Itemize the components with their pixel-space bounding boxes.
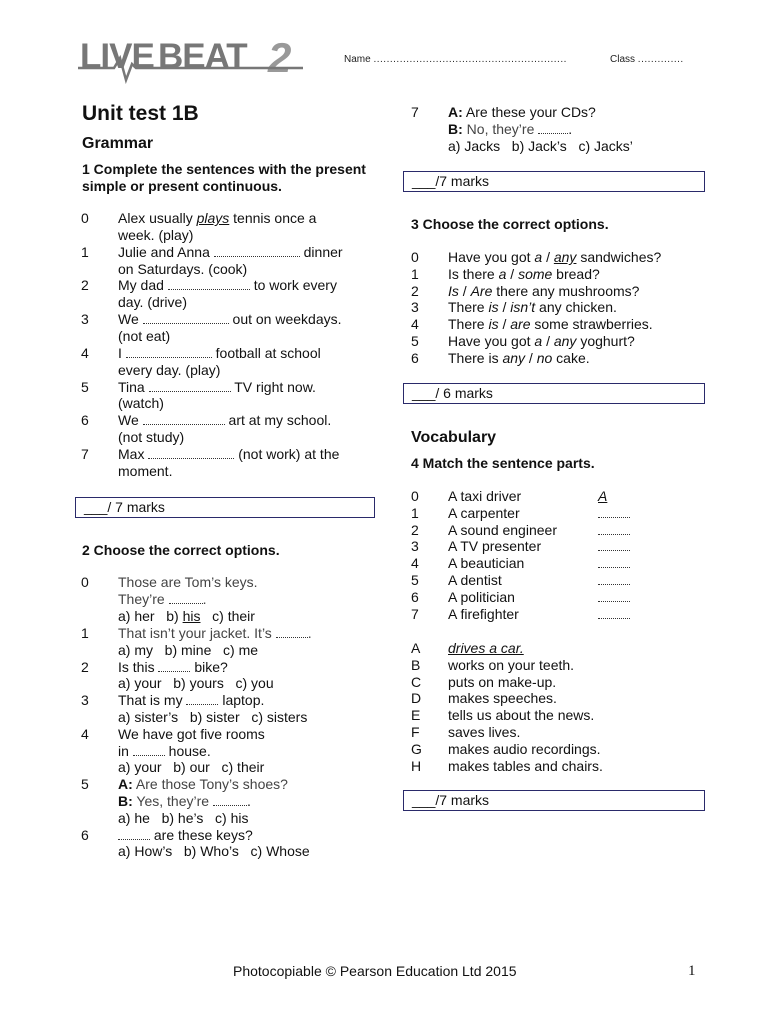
name-field[interactable]: Name ........................................................... [344, 54, 567, 65]
option-b[interactable]: some [518, 265, 553, 282]
option-b[interactable]: any [553, 249, 577, 265]
live-beat-2-logo [78, 34, 303, 84]
item-number: B [411, 656, 421, 673]
list-item [81, 395, 381, 412]
option[interactable]: b) sister [189, 709, 240, 725]
list-item [411, 138, 711, 155]
match-answer [598, 488, 607, 505]
item-number: 4 [81, 725, 89, 742]
option[interactable]: b) his [166, 607, 201, 624]
item-text: Is there a / some bread? [448, 265, 600, 282]
item-number: 3 [411, 299, 419, 316]
answer-gap[interactable] [143, 412, 225, 425]
answer-gap[interactable] [118, 827, 150, 840]
option[interactable]: a) her [118, 607, 155, 624]
option-b[interactable]: isn’t [510, 299, 536, 316]
item-text [118, 843, 310, 860]
item-text [118, 709, 307, 726]
item-text: A politician [448, 588, 515, 605]
item-number: 0 [411, 488, 419, 504]
list-item [411, 121, 711, 138]
item-number: 0 [81, 210, 89, 226]
answer-gap[interactable] [598, 506, 630, 518]
option-a[interactable]: a [534, 333, 543, 349]
list-item [81, 793, 381, 810]
ex2-list [81, 574, 381, 864]
list-item [411, 505, 711, 522]
item-text [118, 759, 264, 776]
answer-gap[interactable] [598, 539, 630, 551]
item-text: works on your teeth. [448, 656, 575, 673]
item-text: We art at my school. [118, 412, 332, 429]
item-text [118, 776, 288, 793]
item-text: That isn’t your jacket. It’s . [118, 625, 312, 641]
answer-gap[interactable] [148, 446, 234, 459]
ex3-instruction: 3 Choose the correct options. [411, 216, 609, 232]
list-item [81, 227, 381, 244]
item-text: A firefighter [448, 605, 519, 622]
item-number: 1 [411, 504, 419, 521]
item-text: Max (not work) at the [118, 445, 340, 462]
item-number: 0 [81, 574, 89, 590]
option[interactable]: c) their [221, 759, 265, 776]
svg-text:LIVE: LIVE [80, 37, 154, 76]
list-item [411, 555, 711, 572]
list-item [81, 692, 381, 709]
item-text: week. (play) [118, 226, 194, 243]
list-item [411, 674, 711, 691]
item-text: Tina TV right now. [118, 378, 316, 395]
list-item [81, 843, 381, 860]
option[interactable]: b) he’s [161, 809, 204, 826]
list-item [81, 827, 381, 844]
item-text: Have you got a / any sandwiches? [448, 249, 662, 265]
option[interactable]: c) Whose [250, 843, 310, 860]
item-number: 4 [411, 316, 419, 333]
option[interactable]: b) Who’s [183, 843, 239, 860]
item-text: A beautician [448, 555, 525, 572]
item-text: There is any / no cake. [448, 349, 590, 366]
option[interactable]: c) me [223, 641, 259, 658]
class-field[interactable]: Class .............. [610, 54, 684, 65]
item-number: 6 [81, 412, 89, 429]
list-item [81, 379, 381, 396]
list-item [81, 261, 381, 278]
list-item [81, 328, 381, 345]
answer-gap[interactable] [598, 556, 630, 568]
option-a[interactable]: is [488, 299, 499, 316]
item-text: I football at school [118, 344, 321, 361]
item-text: That is my laptop. [118, 692, 265, 709]
item-number: 2 [411, 521, 419, 538]
item-text: are these keys? [118, 827, 253, 844]
item-number: G [411, 740, 422, 757]
list-item [81, 362, 381, 379]
option[interactable]: b) yours [173, 675, 224, 692]
option-b[interactable]: no [536, 349, 553, 366]
list-item [411, 299, 711, 316]
option-b[interactable]: Are [470, 282, 493, 299]
speaker-b-line: No, they’re [462, 120, 539, 137]
item-number: 6 [411, 588, 419, 605]
option-a[interactable]: a [498, 265, 507, 282]
list-item [411, 707, 711, 724]
ex3-list [411, 249, 711, 369]
list-item [81, 277, 381, 294]
item-text: day. (drive) [118, 294, 187, 311]
option[interactable]: a) sister’s [118, 709, 179, 725]
match-answer[interactable] [598, 538, 630, 555]
example-answer: plays [196, 210, 230, 226]
answer-gap[interactable] [213, 793, 247, 806]
option[interactable]: a) How’s [118, 843, 173, 860]
item-number: 6 [411, 349, 419, 366]
option[interactable]: a) he [118, 809, 150, 826]
item-text [118, 675, 274, 692]
item-text: A dentist [448, 572, 502, 588]
match-answer[interactable] [598, 606, 630, 623]
item-number: 5 [81, 776, 89, 793]
speaker-a-label: A: [118, 776, 133, 793]
list-item [81, 776, 381, 793]
list-item [81, 743, 381, 760]
item-text: makes speeches. [448, 690, 557, 707]
ex1-marks: ___/ 7 marks [84, 499, 165, 515]
option[interactable]: a) your [118, 759, 162, 776]
example-ending: drives a car. [448, 640, 524, 656]
item-text: makes audio recordings. [448, 740, 601, 757]
item-number: D [411, 690, 422, 707]
list-item [411, 640, 711, 657]
list-item [411, 350, 711, 367]
list-item [81, 625, 381, 642]
ex4-instruction: 4 Match the sentence parts. [411, 455, 595, 471]
match-answer[interactable] [598, 572, 630, 589]
list-item [81, 726, 381, 743]
match-answer[interactable] [598, 505, 630, 522]
item-text: Have you got a / any yoghurt? [448, 333, 635, 349]
list-item [81, 429, 381, 446]
match-answer[interactable] [598, 555, 630, 572]
item-text: A TV presenter [448, 538, 542, 555]
answer-gap[interactable] [126, 345, 212, 358]
ex4-marks: ___/7 marks [412, 792, 490, 808]
list-item [411, 758, 711, 775]
item-number: 7 [411, 605, 419, 622]
list-item [411, 724, 711, 741]
answer-gap[interactable] [538, 121, 568, 134]
answer-gap[interactable] [598, 607, 630, 619]
ex2-marks-box [403, 171, 705, 192]
item-text: makes tables and chairs. [448, 757, 603, 774]
class-label: Class [610, 54, 636, 65]
item-text: B: Yes, they’re . [118, 793, 251, 809]
option[interactable]: c) his [215, 809, 249, 826]
item-number: 7 [81, 445, 89, 462]
option-a[interactable]: Is [448, 282, 459, 299]
list-item [81, 810, 381, 827]
answer-gap[interactable] [149, 379, 231, 392]
grammar-heading: Grammar [82, 135, 154, 152]
item-number: 3 [411, 538, 419, 555]
item-text: (watch) [118, 395, 164, 412]
speaker-b-label: B: [118, 793, 133, 809]
name-label: Name [344, 54, 371, 65]
page-number: 1 [688, 963, 696, 979]
item-text [118, 810, 249, 827]
answer-gap[interactable] [276, 625, 308, 638]
item-number: A [411, 640, 421, 656]
svg-text:2: 2 [268, 34, 292, 81]
item-text: saves lives. [448, 724, 521, 740]
answer-gap[interactable] [186, 692, 218, 705]
answer-gap[interactable] [143, 311, 229, 324]
ex4-endings [411, 640, 711, 780]
option[interactable]: c) Jacks’ [578, 137, 633, 154]
option[interactable]: c) their [212, 607, 255, 624]
item-text: A taxi driver [448, 488, 522, 504]
item-number: 5 [81, 378, 89, 395]
ex2-item-7 [411, 104, 711, 156]
list-item [81, 446, 381, 463]
item-number: 1 [411, 265, 419, 282]
option[interactable]: b) mine [164, 641, 212, 658]
answer-gap[interactable] [169, 591, 203, 604]
item-text [118, 642, 258, 659]
list-item [81, 294, 381, 311]
item-number: 2 [81, 658, 89, 675]
list-item [411, 538, 711, 555]
item-number: 3 [81, 311, 89, 328]
item-text: moment. [118, 462, 173, 479]
list-item [81, 210, 381, 227]
list-item [411, 333, 711, 350]
item-text: puts on make-up. [448, 673, 557, 690]
ex4-marks-box [403, 790, 705, 811]
item-number: 2 [81, 277, 89, 294]
list-item [81, 345, 381, 362]
item-number: 4 [81, 344, 89, 361]
example-answer: A [598, 488, 608, 504]
list-item [411, 316, 711, 333]
item-text: Those are Tom’s keys. [118, 574, 258, 590]
item-number: 0 [411, 249, 419, 265]
item-number: 3 [81, 692, 89, 709]
list-item [81, 659, 381, 676]
list-item [81, 574, 381, 591]
item-text: A: Are these your CDs? [448, 104, 596, 120]
list-item [81, 608, 381, 625]
option[interactable]: c) you [235, 675, 274, 692]
list-item [81, 591, 381, 608]
item-text: There is / isn’t any chicken. [448, 299, 617, 316]
item-number: 4 [411, 555, 419, 572]
item-number: C [411, 673, 422, 690]
item-number: 1 [81, 625, 89, 641]
item-text [448, 640, 524, 657]
answer-gap[interactable] [598, 523, 630, 535]
match-answer[interactable] [598, 589, 630, 606]
item-number: E [411, 707, 421, 724]
item-text: Alex usually plays tennis once a [118, 210, 317, 226]
item-number: 5 [411, 572, 419, 588]
ex2-instruction: 2 Choose the correct options. [82, 542, 280, 558]
ex3-marks-box [403, 383, 705, 404]
item-number: 2 [411, 282, 419, 299]
list-item [81, 311, 381, 328]
item-text: Is this bike? [118, 658, 228, 675]
page-title: Unit test 1B [82, 102, 199, 125]
vocabulary-heading: Vocabulary [411, 429, 497, 446]
example-answer: his [182, 607, 201, 624]
answer-gap[interactable] [598, 590, 630, 602]
item-number: 1 [81, 243, 89, 260]
option[interactable]: b) our [173, 759, 210, 776]
answer-gap[interactable] [158, 659, 190, 672]
option[interactable]: a) Jacks [448, 137, 501, 154]
option[interactable]: a) your [118, 675, 162, 692]
list-item [411, 104, 711, 121]
list-item [81, 244, 381, 261]
list-item [411, 741, 711, 758]
list-item [81, 675, 381, 692]
list-item [81, 412, 381, 429]
option[interactable]: a) my [118, 641, 153, 658]
item-text: in house. [118, 742, 211, 759]
option[interactable]: c) sisters [251, 709, 308, 725]
speaker-b-label: B: [448, 120, 463, 137]
list-item [81, 709, 381, 726]
item-text: Julie and Anna dinner [118, 243, 343, 260]
item-number: F [411, 724, 420, 740]
copyright-footer: Photocopiable © Pearson Education Ltd 2015 [233, 963, 517, 979]
list-item [411, 572, 711, 589]
list-item [411, 266, 711, 283]
item-text: A sound engineer [448, 521, 557, 538]
item-number: 7 [411, 104, 419, 120]
ex1-list [81, 210, 381, 480]
list-item [411, 589, 711, 606]
svg-text:BEAT: BEAT [158, 37, 247, 76]
item-text: We out on weekdays. [118, 311, 342, 328]
list-item [411, 522, 711, 539]
ex4-list [411, 488, 711, 628]
item-text: They’re . [118, 590, 207, 607]
option[interactable]: b) Jack’s [511, 137, 567, 154]
option-b[interactable]: are [510, 316, 531, 333]
item-text [448, 138, 633, 155]
list-item [411, 690, 711, 707]
list-item [81, 642, 381, 659]
speaker-a-line: Are those Tony’s shoes? [132, 776, 288, 793]
item-text: on Saturdays. (cook) [118, 260, 248, 277]
item-text: We have got five rooms [118, 725, 265, 742]
option-a[interactable]: any [502, 349, 526, 366]
answer-gap[interactable] [214, 244, 300, 257]
ex2-marks: ___/7 marks [412, 173, 490, 189]
item-number: 5 [411, 333, 419, 349]
item-text: My dad to work every [118, 277, 337, 294]
item-number: H [411, 757, 422, 774]
list-item [411, 283, 711, 300]
ex3-marks: ___/ 6 marks [412, 385, 493, 401]
ex1-instruction: 1 Complete the sentences with the present simple or present continuous. [82, 161, 366, 194]
ex1-marks-box [75, 497, 375, 518]
match-answer[interactable] [598, 522, 630, 539]
item-text: (not eat) [118, 327, 171, 344]
list-item [411, 249, 711, 266]
list-item [411, 488, 711, 505]
answer-gap[interactable] [133, 743, 165, 756]
item-text: (not study) [118, 429, 185, 445]
item-number: 6 [81, 826, 89, 843]
speaker-a-label: A: [448, 104, 463, 120]
answer-gap[interactable] [598, 573, 630, 585]
option-a[interactable]: a [534, 249, 543, 265]
option-a[interactable]: is [488, 316, 499, 333]
item-text: Is / Are there any mushrooms? [448, 282, 640, 299]
list-item [411, 606, 711, 623]
speaker-b-line: Yes, they’re [132, 793, 213, 809]
option-b[interactable]: any [553, 333, 577, 349]
item-text: B: No, they’re . [448, 120, 573, 137]
list-item [81, 463, 381, 480]
list-item [81, 759, 381, 776]
item-text: A carpenter [448, 504, 520, 521]
item-text [118, 608, 255, 625]
answer-gap[interactable] [168, 277, 250, 290]
item-text: every day. (play) [118, 361, 221, 378]
item-text: There is / are some strawberries. [448, 316, 653, 333]
item-text: tells us about the news. [448, 707, 595, 724]
list-item [411, 657, 711, 674]
